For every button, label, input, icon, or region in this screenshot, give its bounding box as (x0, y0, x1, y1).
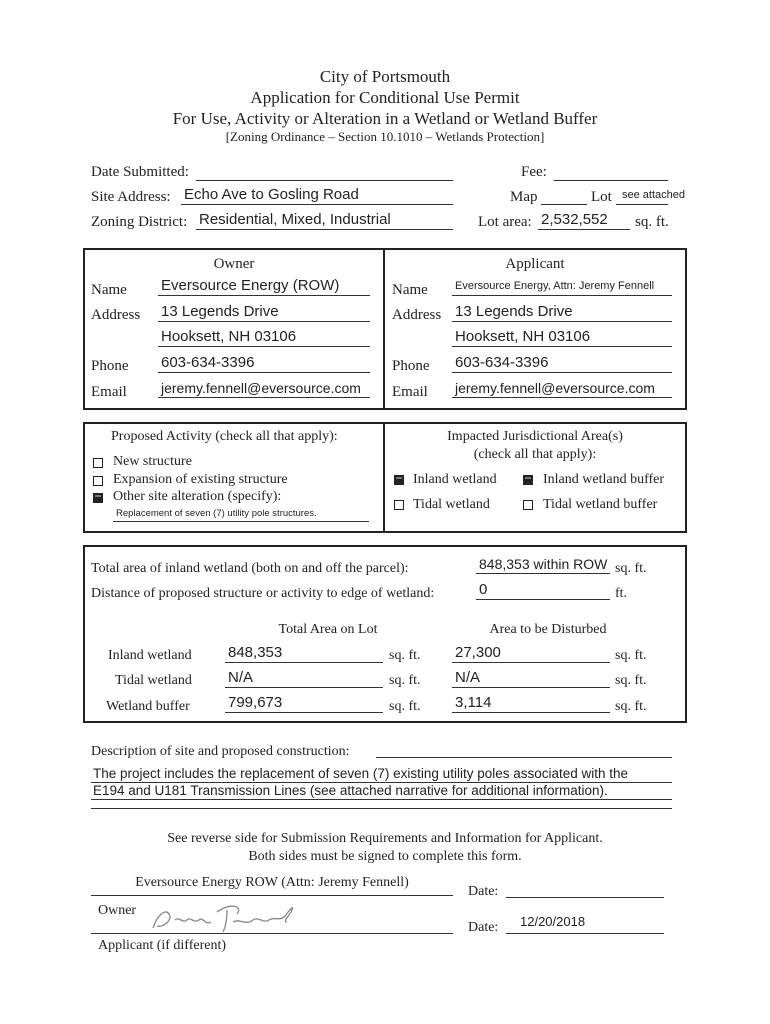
title-application: Application for Conditional Use Permit (250, 88, 520, 107)
tidal-disturbed-value: N/A (455, 669, 481, 686)
total-inland-value: 848,353 within ROW (479, 556, 608, 572)
applicant-phone-label: Phone (392, 358, 430, 374)
description-label: Description of site and proposed construction: (91, 744, 350, 759)
title-purpose: For Use, Activity or Alteration in a Wetland or Wetland Buffer (172, 109, 598, 128)
description-field-line0[interactable] (376, 757, 672, 758)
inland-total-unit: sq. ft. (389, 648, 421, 663)
lot-label: Lot (591, 189, 612, 205)
applicant-address2-field[interactable] (452, 328, 672, 347)
title-ordinance: [Zoning Ordinance – Section 10.1010 – Wetlands Protection] (225, 129, 545, 144)
owner-address-label: Address (91, 307, 141, 323)
applicant-email-field[interactable] (452, 380, 672, 398)
applicant-phone-value: 603-634-3396 (455, 354, 549, 371)
activity-specify-value: Replacement of seven (7) utility pole structures. (116, 508, 317, 519)
jurisdiction-option-label: Inland wetland (413, 472, 497, 487)
wetland-buffer-row-label: Wetland buffer (106, 699, 190, 714)
tidal-total-value: N/A (228, 669, 254, 686)
applicant-date-field[interactable] (506, 914, 664, 934)
lot-field[interactable] (616, 189, 685, 205)
jurisdiction-checkbox-inland-wetland[interactable] (394, 475, 404, 485)
tidal-disturbed-unit: sq. ft. (615, 673, 647, 688)
zoning-label: Zoning District: (91, 214, 188, 230)
fee-label: Fee: (521, 164, 547, 180)
buffer-total-unit: sq. ft. (389, 699, 421, 714)
col-total-heading: Total Area on Lot (278, 622, 378, 637)
applicant-email-value: jeremy.fennell@eversource.com (455, 380, 655, 396)
total-inland-label: Total area of inland wetland (both on and off the parcel): (91, 561, 409, 576)
owner-phone-field[interactable] (158, 354, 370, 373)
tidal-wetland-row-label: Tidal wetland (115, 673, 192, 688)
applicant-phone-field[interactable] (452, 354, 672, 373)
activity-checkbox-new-structure[interactable] (93, 458, 103, 468)
owner-heading: Owner (213, 256, 255, 272)
activity-specify-field[interactable] (113, 508, 369, 522)
zoning-value: Residential, Mixed, Industrial (199, 211, 391, 228)
applicant-address-label: Address (392, 307, 442, 323)
lot-area-value: 2,532,552 (541, 211, 608, 228)
applicant-signature (145, 898, 305, 938)
owner-date-label: Date: (468, 884, 499, 899)
inland-disturbed-unit: sq. ft. (615, 648, 647, 663)
description-field-line3[interactable] (91, 808, 672, 809)
owner-address2-value: Hooksett, NH 03106 (161, 328, 297, 345)
footer-note-signed: Both sides must be signed to complete this form. (248, 849, 522, 864)
map-label: Map (510, 189, 538, 205)
tidal-total-unit: sq. ft. (389, 673, 421, 688)
site-address-label: Site Address: (91, 189, 171, 205)
applicant-address1-value: 13 Legends Drive (455, 303, 573, 320)
inland-disturbed-value: 27,300 (455, 644, 501, 661)
owner-signature-line[interactable] (91, 895, 453, 896)
lot-area-unit: sq. ft. (635, 214, 669, 230)
buffer-total-field[interactable] (225, 694, 383, 713)
lot-area-label: Lot area: (478, 214, 532, 230)
lot-area-field[interactable] (538, 211, 630, 230)
owner-address1-field[interactable] (158, 303, 370, 322)
col-disturbed-heading: Area to be Disturbed (489, 622, 607, 637)
jurisdiction-option-label: Tidal wetland (413, 497, 490, 512)
applicant-address2-value: Hooksett, NH 03106 (455, 328, 591, 345)
inland-total-value: 848,353 (228, 644, 283, 661)
applicant-name-label: Name (392, 282, 428, 298)
site-address-field[interactable] (181, 186, 453, 205)
lot-value: see attached (622, 189, 685, 201)
distance-label: Distance of proposed structure or activity to edge of wetland: (91, 586, 435, 601)
activity-option-label: Other site alteration (specify): (113, 489, 282, 504)
distance-value: 0 (479, 581, 488, 598)
owner-address1-value: 13 Legends Drive (161, 303, 279, 320)
owner-name-field[interactable] (158, 277, 370, 296)
jurisdiction-option-label: Inland wetland buffer (543, 472, 665, 487)
activity-checkbox-other[interactable] (93, 493, 103, 503)
owner-label: Owner (98, 903, 137, 918)
activity-heading: Proposed Activity (check all that apply): (111, 429, 338, 444)
applicant-address1-field[interactable] (452, 303, 672, 322)
buffer-disturbed-unit: sq. ft. (615, 699, 647, 714)
owner-name-label: Name (91, 282, 127, 298)
activity-option-label: Expansion of existing structure (113, 472, 288, 487)
total-inland-field[interactable] (476, 556, 610, 574)
applicant-name-field[interactable] (452, 280, 672, 296)
activity-option-label: New structure (113, 454, 192, 469)
inland-total-field[interactable] (225, 644, 383, 663)
jurisdiction-heading: Impacted Jurisdictional Area(s) (447, 429, 623, 444)
buffer-total-value: 799,673 (228, 694, 283, 711)
inland-disturbed-field[interactable] (452, 644, 610, 663)
owner-email-field[interactable] (158, 380, 370, 398)
applicant-date-value: 12/20/2018 (520, 914, 586, 929)
applicant-email-label: Email (392, 384, 428, 400)
inland-wetland-row-label: Inland wetland (108, 648, 192, 663)
applicant-name-value: Eversource Energy, Attn: Jeremy Fennell (455, 280, 655, 292)
zoning-field[interactable] (196, 211, 453, 230)
jurisdiction-checkbox-tidal-wetland[interactable] (394, 500, 404, 510)
distance-field[interactable] (476, 581, 610, 600)
date-submitted-field[interactable] (196, 180, 453, 181)
owner-applicant-divider (383, 249, 385, 409)
owner-phone-label: Phone (91, 358, 129, 374)
jurisdiction-subheading: (check all that apply): (473, 447, 597, 462)
description-line2: E194 and U181 Transmission Lines (see attached narrative for additional information). (93, 783, 608, 798)
description-line1: The project includes the replacement of seven (7) existing utility poles associated with the (93, 766, 629, 781)
activity-checkbox-expansion[interactable] (93, 476, 103, 486)
owner-email-value: jeremy.fennell@eversource.com (161, 380, 361, 396)
site-address-value: Echo Ave to Gosling Road (184, 186, 359, 203)
owner-name-value: Eversource Energy (ROW) (161, 277, 340, 294)
applicant-label: Applicant (if different) (98, 938, 227, 953)
total-inland-unit: sq. ft. (615, 561, 647, 576)
owner-address2-field[interactable] (158, 328, 370, 347)
applicant-signature-line[interactable] (91, 933, 453, 934)
owner-phone-value: 603-634-3396 (161, 354, 255, 371)
date-submitted-label: Date Submitted: (91, 164, 189, 180)
owner-signature-name: Eversource Energy ROW (Attn: Jeremy Fennell) (135, 875, 409, 890)
owner-email-label: Email (91, 384, 127, 400)
fee-field[interactable] (554, 180, 668, 181)
buffer-disturbed-field[interactable] (452, 694, 610, 713)
distance-unit: ft. (615, 586, 628, 601)
map-field[interactable] (541, 204, 587, 205)
tidal-total-field[interactable] (225, 669, 383, 688)
jurisdiction-checkbox-tidal-buffer[interactable] (523, 500, 533, 510)
jurisdiction-option-label: Tidal wetland buffer (543, 497, 658, 512)
title-city: City of Portsmouth (319, 67, 451, 86)
owner-date-field[interactable] (506, 897, 664, 898)
buffer-disturbed-value: 3,114 (455, 694, 492, 711)
footer-note-reverse: See reverse side for Submission Requirements and Information for Applicant. (167, 831, 603, 846)
description-field-line2[interactable] (91, 783, 672, 800)
applicant-date-label: Date: (468, 920, 499, 935)
jurisdiction-checkbox-inland-buffer[interactable] (523, 475, 533, 485)
applicant-heading: Applicant (505, 256, 565, 272)
tidal-disturbed-field[interactable] (452, 669, 610, 688)
